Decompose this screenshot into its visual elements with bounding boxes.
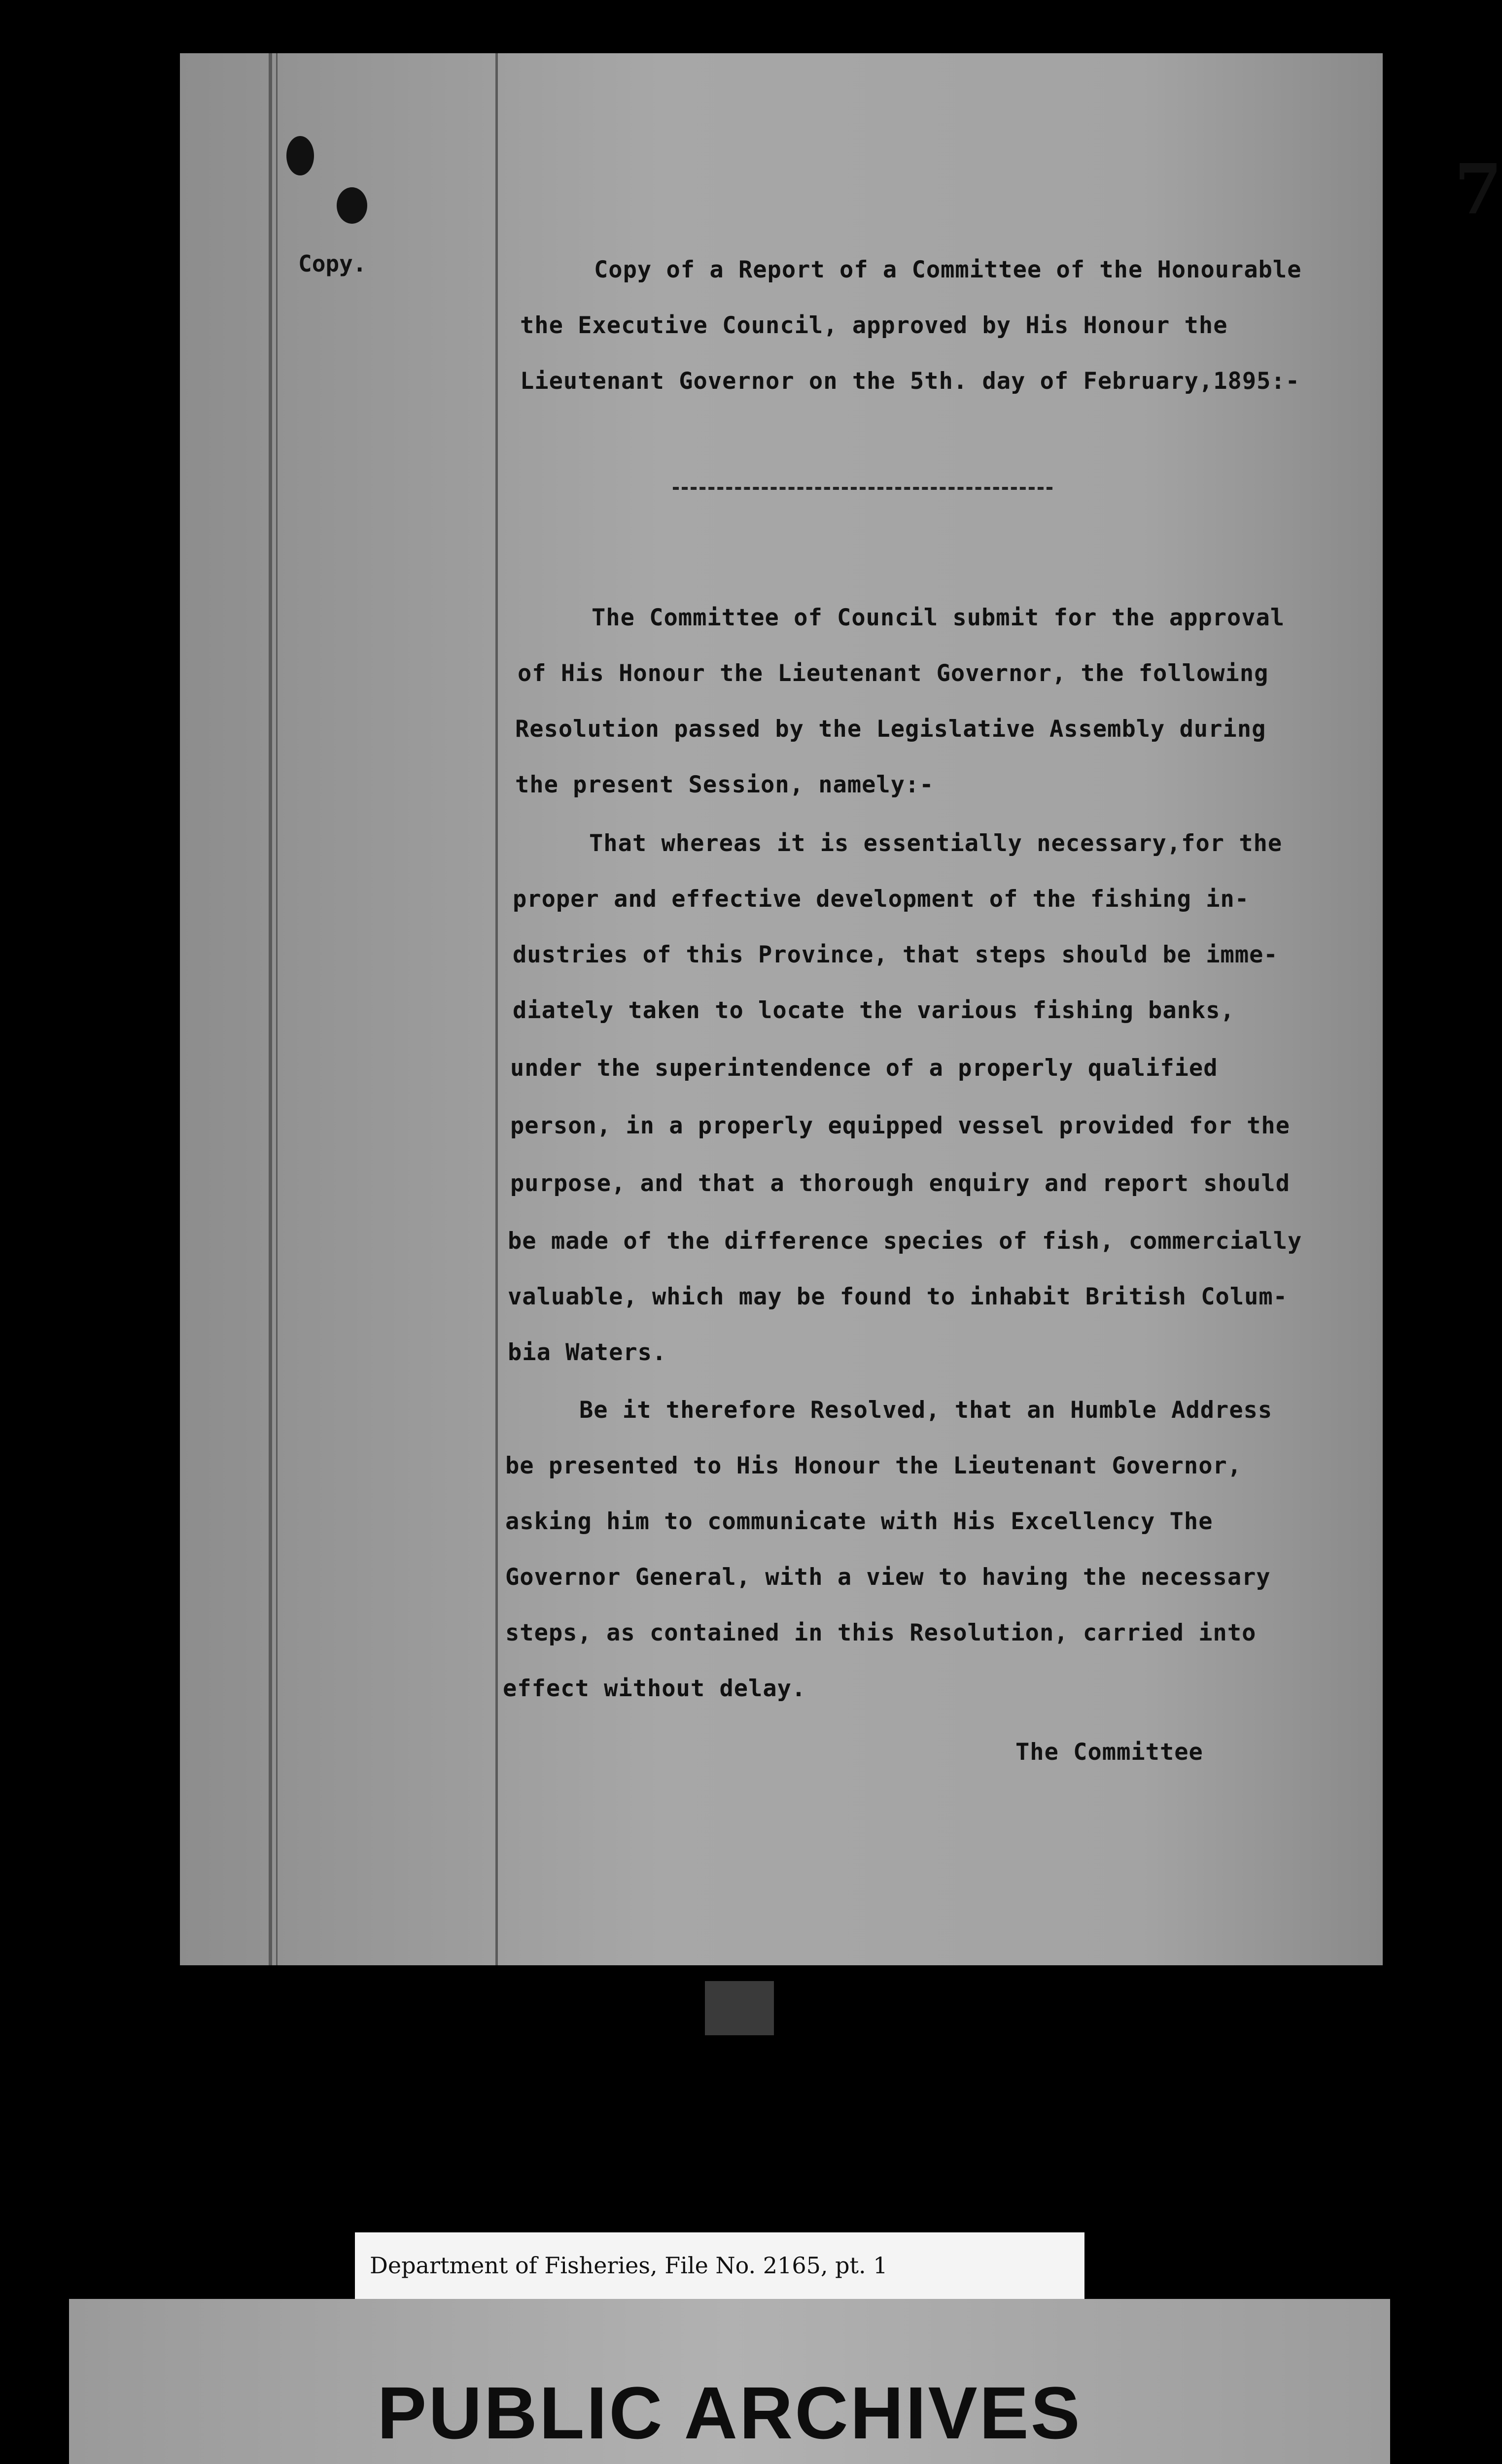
section-divider [673,487,1052,490]
text-line: valuable, which may be found to inhabit British Colum- [508,1283,1288,1310]
text-line: proper and effective development of the fishing in- [513,886,1250,913]
text-line: of His Honour the Lieutenant Governor, the following [518,660,1269,687]
document-page [180,53,1502,1965]
text-line: Be it therefore Resolved, that an Humble Address [579,1397,1273,1424]
text-line: That whereas it is essentially necessary,for the [589,830,1283,857]
text-line: dustries of this Province, that steps should be imme- [513,941,1278,968]
page-number: 7 [1454,149,1502,230]
text-line: asking him to communicate with His Excellency The [505,1508,1213,1535]
text-line: Copy of a Report of a Committee of the Honourable [594,256,1302,283]
margin-rule-right [495,53,498,1965]
text-line: bia Waters. [508,1339,667,1366]
text-line: be presented to His Honour the Lieutenant Governor, [505,1452,1242,1479]
archives-stamp [69,2299,1390,2464]
punch-hole [286,136,314,175]
text-line: diately taken to locate the various fishing banks, [513,997,1235,1024]
text-line: Lieutenant Governor on the 5th. day of February,1895:- [520,368,1300,395]
margin-note: Copy. [298,250,367,277]
text-line: Resolution passed by the Legislative Assembly during [515,716,1266,743]
text-line: Governor General, with a view to having the necessary [505,1564,1271,1591]
text-line: effect without delay. [503,1675,806,1702]
punch-hole [337,187,367,224]
text-line: person, in a properly equipped vessel provided for the [510,1112,1291,1139]
binding-stub [705,1981,774,2035]
file-label: Department of Fisheries, File No. 2165, pt. 1 [355,2232,1084,2299]
stamp-line-english: PUBLIC ARCHIVES [377,2371,1082,2454]
margin-rule-left-inner [276,53,278,1965]
text-line: the present Session, namely:- [515,771,934,798]
margin-rule-left [269,53,272,1965]
text-line: under the superintendence of a properly qualified [510,1055,1218,1082]
text-line: steps, as contained in this Resolution, carried into [505,1619,1257,1646]
signature-line: The Committee [1015,1739,1203,1766]
text-line: The Committee of Council submit for the approval [592,604,1285,631]
text-line: the Executive Council, approved by His Honour the [520,312,1228,339]
text-line: be made of the difference species of fish, commercially [508,1228,1302,1255]
text-line: purpose, and that a thorough enquiry and report should [510,1170,1291,1197]
